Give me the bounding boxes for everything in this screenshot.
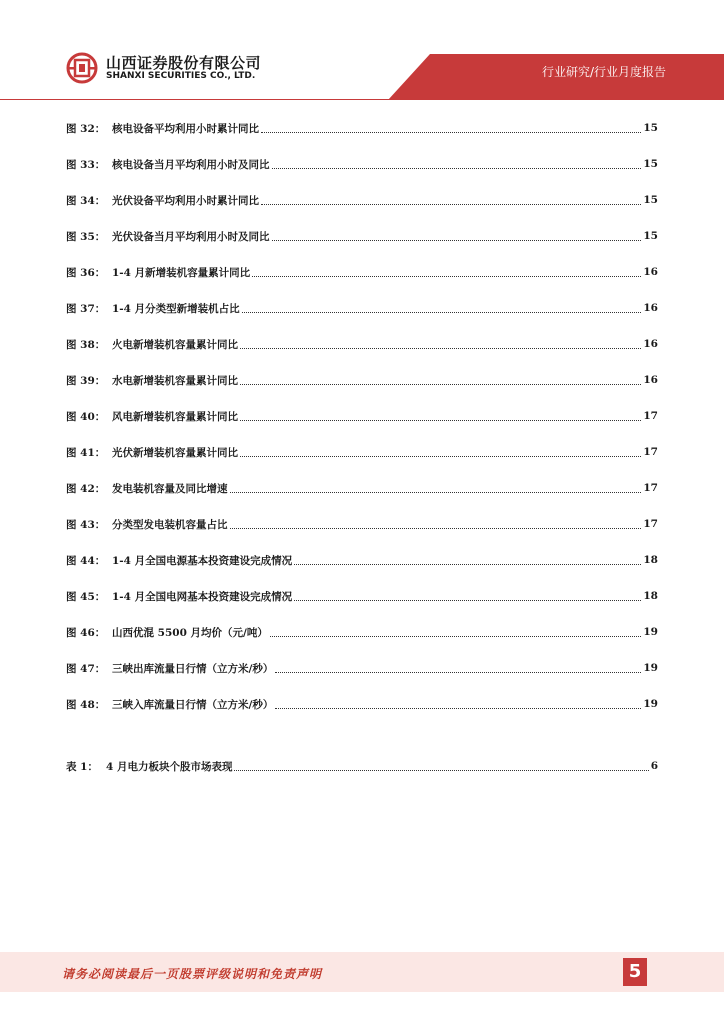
toc-entry-title: 4 月电力板块个股市场表现 [106, 760, 233, 773]
toc-leader-dots [294, 600, 641, 601]
toc-entry-title: 光伏设备平均利用小时累计同比 [112, 194, 259, 207]
toc-leader-dots [230, 528, 642, 529]
toc-entry-page: 19 [643, 626, 658, 638]
toc-entry-label: 表 1： [66, 760, 98, 773]
toc-entry[interactable] [66, 368, 658, 392]
toc-entry[interactable] [66, 620, 658, 644]
toc-entry[interactable] [66, 512, 658, 536]
toc-entry-page: 19 [643, 698, 658, 710]
toc-entry-label: 图 41： [66, 446, 106, 459]
toc-entry[interactable] [66, 754, 658, 778]
toc-leader-dots [261, 204, 641, 205]
toc-entry-page: 18 [643, 590, 658, 602]
toc-entry-page: 15 [643, 158, 658, 170]
toc-entry-page: 17 [643, 410, 658, 422]
toc-entry-title: 光伏设备当月平均利用小时及同比 [112, 230, 270, 243]
toc-entry-label: 图 43： [66, 518, 106, 531]
toc-entry[interactable] [66, 332, 658, 356]
disclaimer-text: 请务必阅读最后一页股票评级说明和免责声明 [62, 967, 323, 981]
toc-leader-dots [270, 636, 642, 637]
toc-leader-dots [272, 240, 642, 241]
toc-entry[interactable] [66, 656, 658, 680]
toc-entry-title: 核电设备平均利用小时累计同比 [112, 122, 259, 135]
toc-entry-page: 16 [643, 302, 658, 314]
toc-entry-title: 1-4 月分类型新增装机占比 [112, 302, 240, 315]
toc-entry[interactable] [66, 296, 658, 320]
toc-leader-dots [242, 312, 642, 313]
toc-entry[interactable] [66, 188, 658, 212]
company-name-en: SHANXI SECURITIES CO., LTD. [106, 71, 256, 81]
toc-entry-title: 风电新增装机容量累计同比 [112, 410, 238, 423]
toc-entry-page: 16 [643, 338, 658, 350]
toc-leader-dots [240, 348, 641, 349]
toc-entry[interactable] [66, 476, 658, 500]
toc-entry[interactable] [66, 548, 658, 572]
toc-entry-title: 1-4 月新增装机容量累计同比 [112, 266, 251, 279]
toc-entry-title: 火电新增装机容量累计同比 [112, 338, 238, 351]
page-number: 5 [623, 958, 647, 986]
toc-entry-page: 16 [643, 266, 658, 278]
company-name-cn: 山西证券股份有限公司 [106, 54, 262, 72]
toc-entry[interactable] [66, 260, 658, 284]
toc-leader-dots [230, 492, 642, 493]
toc-entry-label: 图 45： [66, 590, 106, 603]
toc-entry[interactable] [66, 692, 658, 716]
toc-entry[interactable] [66, 224, 658, 248]
toc-entry-label: 图 32： [66, 122, 106, 135]
toc-entry-title: 发电装机容量及同比增速 [112, 482, 228, 495]
header-band [0, 0, 724, 100]
toc-entry-title: 1-4 月全国电网基本投资建设完成情况 [112, 590, 293, 603]
toc-leader-dots [275, 672, 641, 673]
toc-entry-label: 图 40： [66, 410, 106, 423]
toc-entry[interactable] [66, 440, 658, 464]
toc-entry-title: 三峡入库流量日行情（立方米/秒） [112, 698, 274, 711]
toc-entry-label: 图 37： [66, 302, 106, 315]
toc-entry-title: 三峡出库流量日行情（立方米/秒） [112, 662, 274, 675]
toc-entry-page: 15 [643, 230, 658, 242]
toc-entry-title: 山西优混 5500 月均价（元/吨） [112, 626, 268, 639]
toc-entry-label: 图 48： [66, 698, 106, 711]
toc-leader-dots [252, 276, 641, 277]
toc-leader-dots [261, 132, 641, 133]
toc-leader-dots [240, 420, 641, 421]
toc-entry-label: 图 36： [66, 266, 106, 279]
toc-entry-label: 图 44： [66, 554, 106, 567]
toc-entry-title: 光伏新增装机容量累计同比 [112, 446, 238, 459]
toc-entry-page: 17 [643, 482, 658, 494]
toc-entry-label: 图 34： [66, 194, 106, 207]
toc-entry[interactable] [66, 152, 658, 176]
toc-entry-label: 图 46： [66, 626, 106, 639]
toc-entry[interactable] [66, 584, 658, 608]
toc-entry-label: 图 33： [66, 158, 106, 171]
toc-entry[interactable] [66, 404, 658, 428]
toc-entry-label: 图 38： [66, 338, 106, 351]
toc-leader-dots [240, 384, 641, 385]
toc-leader-dots [240, 456, 641, 457]
page-footer [0, 952, 724, 992]
toc-entry-title: 核电设备当月平均利用小时及同比 [112, 158, 270, 171]
toc-entry-page: 19 [643, 662, 658, 674]
toc-leader-dots [294, 564, 641, 565]
toc-entry-page: 6 [650, 760, 658, 772]
toc-entry[interactable] [66, 116, 658, 140]
shanxi-securities-logo-icon [66, 52, 98, 84]
toc-entry-title: 1-4 月全国电源基本投资建设完成情况 [112, 554, 293, 567]
toc-entry-label: 图 35： [66, 230, 106, 243]
toc-entry-label: 图 47： [66, 662, 106, 675]
toc-entry-page: 17 [643, 518, 658, 530]
toc-entry-label: 图 39： [66, 374, 106, 387]
toc-entry-page: 17 [643, 446, 658, 458]
toc-entry-title: 水电新增装机容量累计同比 [112, 374, 238, 387]
toc-entry-page: 16 [643, 374, 658, 386]
toc-entry-page: 15 [643, 122, 658, 134]
toc-leader-dots [275, 708, 641, 709]
toc-entry-page: 15 [643, 194, 658, 206]
toc-leader-dots [234, 770, 648, 771]
toc-entry-title: 分类型发电装机容量占比 [112, 518, 228, 531]
toc-entry-label: 图 42： [66, 482, 106, 495]
report-type: 行业研究/行业月度报告 [541, 65, 666, 79]
toc-leader-dots [272, 168, 642, 169]
toc-entry-page: 18 [643, 554, 658, 566]
page-header [0, 0, 724, 100]
